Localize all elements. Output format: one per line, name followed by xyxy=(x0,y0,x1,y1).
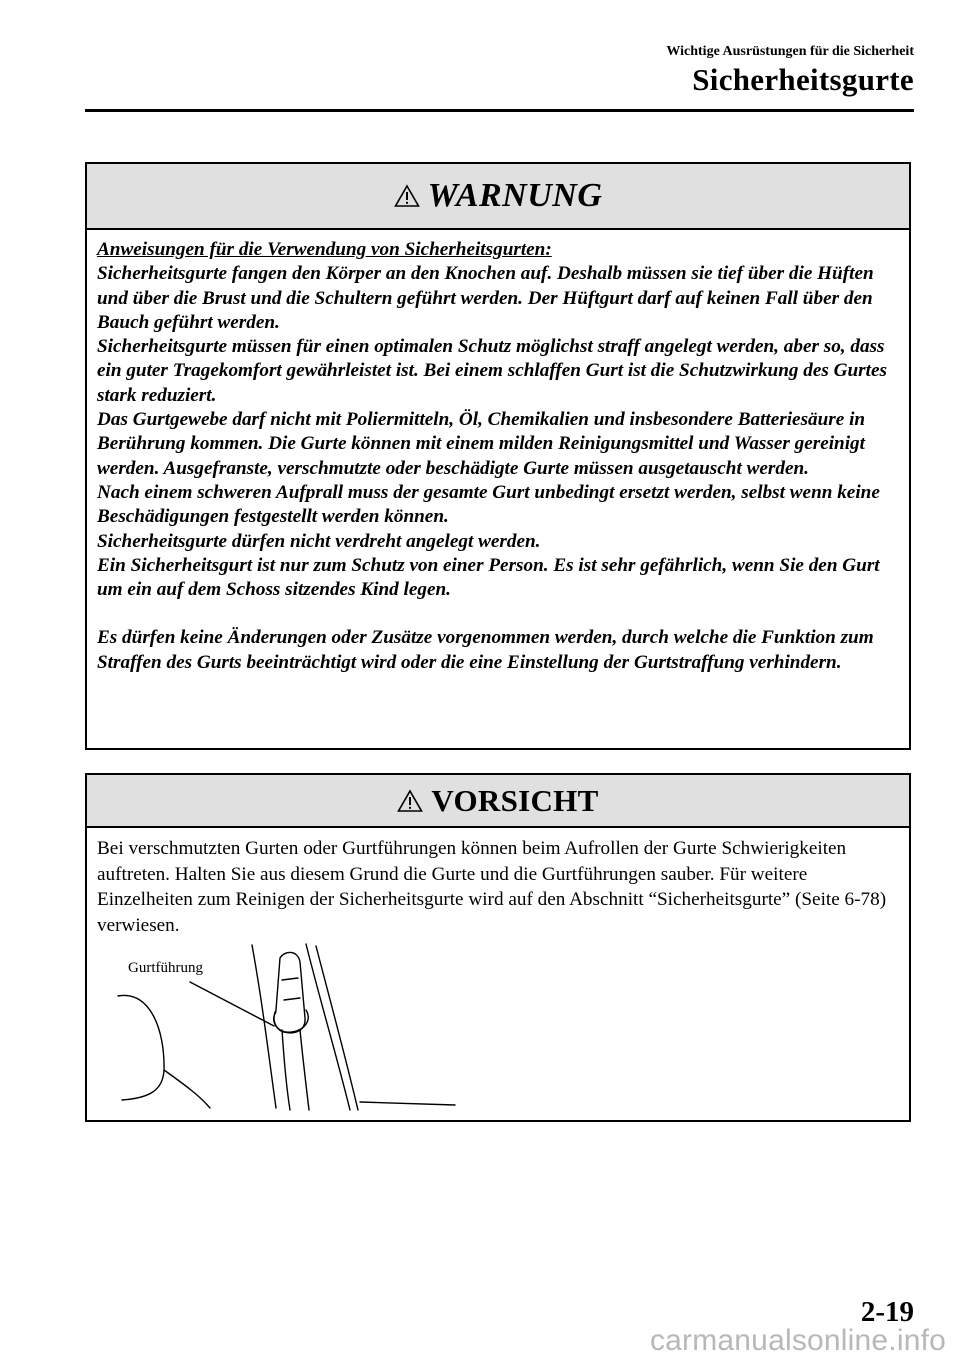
warning-title: WARNUNG xyxy=(427,177,603,214)
watermark: carmanualsonline.info xyxy=(649,1324,946,1357)
belt-guide-label: Gurtführung xyxy=(128,960,203,976)
caution-text: Bei verschmutzten Gurten oder Gurtführungen können beim Aufrollen der Gurte Schwierigkeiten auftreten. Halten Sie aus diesem Grund die Gurte und die Gurtführungen sauber. Für weitere Einzelheiten zum Reinigen der Sicherheitsgurte wird auf den Abschnitt “Sicherheitsgurte” (Seite 6-78) verwiesen. xyxy=(97,838,887,936)
warning-paragraph: Nach einem schweren Aufprall muss der gesamte Gurt unbedingt ersetzt werden, selbst wenn keine Beschädigungen festgestellt werden können. xyxy=(97,481,880,528)
caution-title: VORSICHT xyxy=(431,782,599,818)
warning-paragraph: Das Gurtgewebe darf nicht mit Poliermitteln, Öl, Chemikalien und insbesondere Batteriesäure in Berührung kommen. Die Gurte können mit einem milden Reinigungsmittel und Wasser gereinigt werden. Ausgefranste, verschmutzte oder beschädigte Gurte müssen ausgetauscht werden. xyxy=(97,409,866,479)
page-number: 2-19 xyxy=(860,1296,914,1328)
header-section: Wichtige Ausrüstungen für die Sicherheit xyxy=(666,44,914,59)
warning-paragraph: Sicherheitsgurte dürfen nicht verdreht angelegt werden. xyxy=(97,530,541,552)
warning-paragraph: Ein Sicherheitsgurt ist nur zum Schutz von einer Person. Es ist sehr gefährlich, wenn Sie den Gurt um ein auf dem Schoss sitzendes Kind legen. xyxy=(97,554,880,601)
warning-paragraph: Anweisungen für die Verwendung von Sicherheitsgurten: xyxy=(97,239,552,260)
warning-paragraph: Sicherheitsgurte müssen für einen optimalen Schutz möglichst straff angelegt werden, aber so, dass ein guter Tragekomfort gewährleistet ist. Bei einem schlaffen Gurt ist die Schutzwirkung des Gurtes stark reduziert. xyxy=(97,336,887,406)
warning-paragraph: Es dürfen keine Änderungen oder Zusätze vorgenommen werden, durch welche die Funktion zum Straffen des Gurts beeinträchtigt wird oder die eine Einstellung der Gurtstraffung verhindern. xyxy=(97,627,874,673)
page-title: Sicherheitsgurte xyxy=(692,62,914,97)
warning-paragraph: Sicherheitsgurte fangen den Körper an den Knochen auf. Deshalb müssen sie tief über die Hüften und über die Brust und die Schultern geführt werden. Der Hüftgurt darf auf keinen Fall über den Bauch geführt werden. xyxy=(97,263,874,333)
